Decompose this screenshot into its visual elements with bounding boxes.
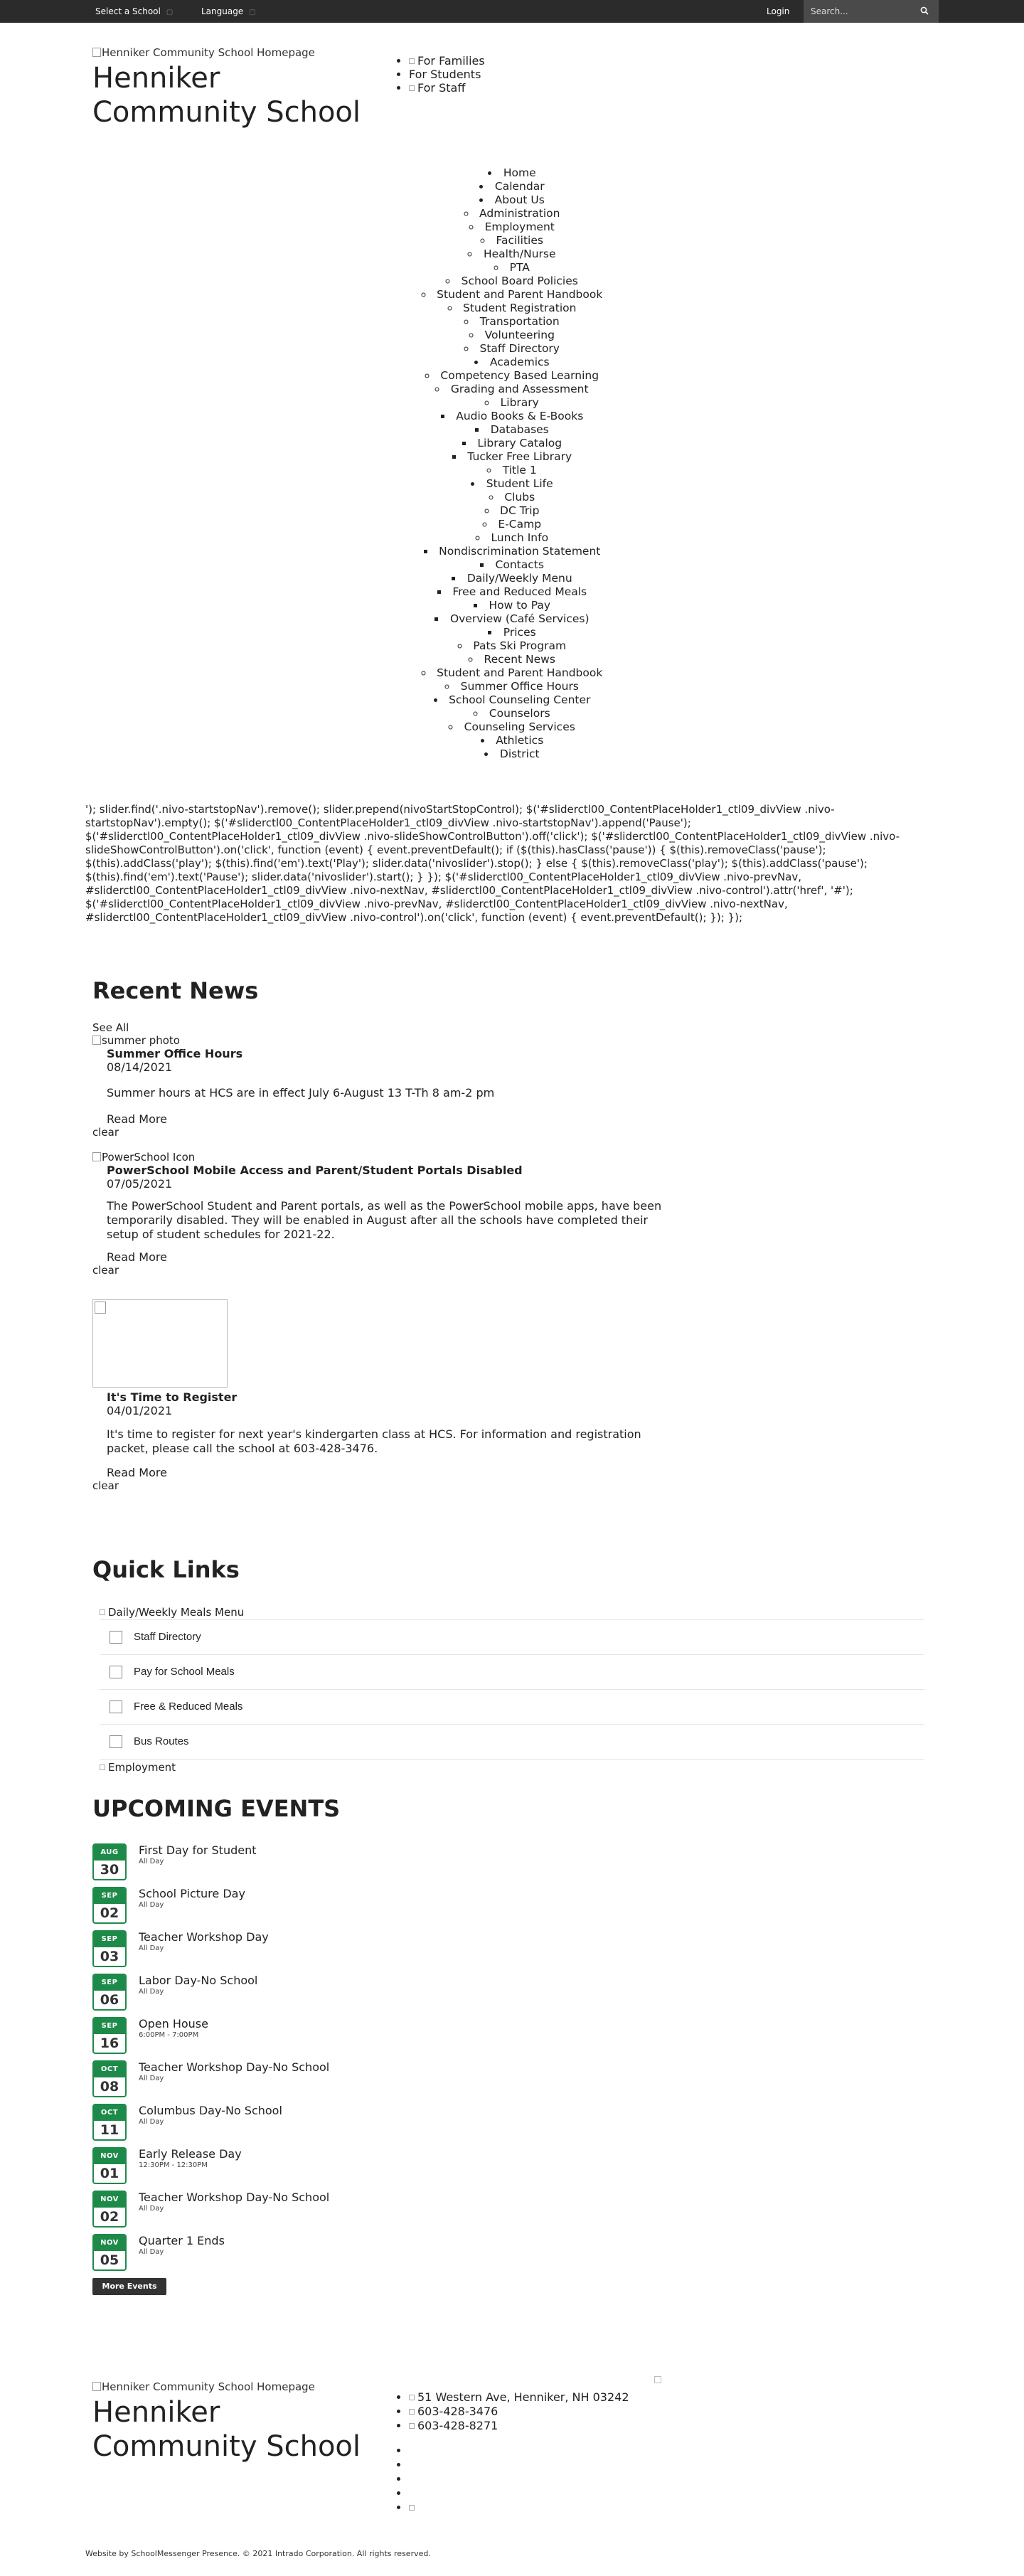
nav-subsubitem[interactable]: ▪ How to Pay — [0, 599, 1024, 612]
footer-link[interactable] — [409, 2501, 417, 2515]
menu-icon — [100, 1609, 105, 1615]
select-school-label: Select a School — [95, 6, 161, 16]
footer-address[interactable]: • 51 Western Ave, Henniker, NH 03242 — [409, 2390, 629, 2405]
logo-alt-text: Henniker Community School Homepage — [102, 2380, 315, 2393]
footer-link[interactable] — [409, 2486, 417, 2501]
event-title[interactable]: Early Release Day — [139, 2147, 242, 2161]
nav-subitem[interactable]: ◦ Grading and Assessment — [0, 383, 1024, 396]
image-alt-text: PowerSchool Icon — [102, 1151, 196, 1164]
copyright-text: Website by SchoolMessenger Presence. © 2021 Intrado Corporation. All rights reserved. — [85, 2549, 431, 2558]
bus-icon — [110, 1735, 122, 1748]
location-icon — [409, 2395, 415, 2400]
audience-item[interactable] — [409, 54, 485, 68]
map-icon[interactable] — [654, 2376, 661, 2383]
nav-item-student-life[interactable]: • Student Life ◦ Clubs ◦ DC Trip ◦ E-Camp ◦ Lunch Info ▪ Nondiscrimination Statement ▪ Contacts ▪ Daily/Weekly Menu ▪ Free and Reduced Meals ▪ How to Pay ▪ Overview (Café Services) ▪ Prices ◦ Pats Ski Program ◦ Recent News ◦ Student and Parent Handbook ◦ Summer Office Hours — [0, 477, 1024, 693]
nav-item-about[interactable]: • About Us ◦ Administration ◦ Employment ◦ Facilities ◦ Health/Nurse ◦ PTA ◦ School Board Policies ◦ Student and Parent Handbook ◦ Student Registration ◦ Transportation ◦ Volunteering ◦ Staff Directory — [0, 193, 1024, 356]
nav-subitem[interactable]: ◦ Employment — [0, 220, 1024, 234]
broken-image-icon — [92, 48, 101, 57]
quick-link[interactable] — [100, 1620, 924, 1655]
nav-subitem[interactable]: ◦ Staff Directory — [0, 342, 1024, 356]
audience-menu — [395, 54, 485, 95]
news-date: 07/05/2021 — [107, 1177, 173, 1191]
footer-fax[interactable]: • 603-428-8271 — [409, 2419, 629, 2433]
nav-subsubitem[interactable]: ▪ Databases — [0, 423, 1024, 437]
event-title[interactable]: First Day for Student — [139, 1843, 257, 1857]
calendar-date-icon: OCT 08 — [92, 2060, 127, 2097]
nav-subitem[interactable]: ◦ Recent News — [0, 653, 1024, 666]
nav-item-athletics[interactable]: • Athletics — [0, 734, 1024, 747]
event-title[interactable]: Teacher Workshop Day-No School — [139, 2060, 330, 2074]
event-time: 6:00PM - 7:00PM — [139, 2031, 199, 2039]
clear-text: clear — [92, 1126, 119, 1139]
quick-link[interactable] — [100, 1606, 924, 1620]
more-events-button[interactable]: More Events — [92, 2278, 166, 2295]
nav-subitem[interactable]: ◦ Facilities — [0, 234, 1024, 248]
audience-label: For Students — [409, 68, 481, 81]
phone-icon — [409, 2409, 415, 2415]
news-image[interactable] — [92, 1299, 228, 1388]
news-date: 08/14/2021 — [107, 1060, 173, 1074]
chevron-down-icon: ▢ — [249, 9, 256, 16]
audience-item[interactable] — [409, 68, 485, 81]
footer-phone[interactable]: • 603-428-3476 — [409, 2405, 629, 2419]
main-navigation — [0, 166, 1024, 761]
language-label: Language — [201, 6, 244, 16]
footer-link[interactable] — [409, 2444, 417, 2458]
calendar-date-icon: SEP 03 — [92, 1930, 127, 1967]
nav-item-calendar[interactable]: • Calendar — [0, 180, 1024, 193]
nav-subitem[interactable]: ◦ Student and Parent Handbook — [0, 666, 1024, 680]
calendar-date-icon: OCT 11 — [92, 2104, 127, 2141]
footer-logo-link[interactable] — [92, 2380, 315, 2393]
calendar-date-icon: NOV 01 — [92, 2147, 127, 2184]
clear-text: clear — [92, 1264, 119, 1277]
news-summary: Summer hours at HCS are in effect July 6-August 13 T-Th 8 am-2 pm — [107, 1086, 495, 1100]
search-icon[interactable] — [920, 6, 929, 15]
nav-subitem[interactable]: ◦ DC Trip — [0, 504, 1024, 518]
nav-item-counseling[interactable]: • School Counseling Center ◦ Counselors ◦ Counseling Services — [0, 693, 1024, 734]
event-time: All Day — [139, 1858, 164, 1866]
staff-icon — [409, 85, 415, 91]
language-dropdown[interactable] — [201, 0, 256, 23]
nav-subsubitem[interactable]: ▪ Prices — [0, 626, 1024, 639]
nav-subsubitem[interactable]: ▪ Overview (Café Services) — [0, 612, 1024, 626]
event-time: All Day — [139, 2248, 164, 2256]
nav-subitem[interactable]: ◦ Student and Parent Handbook — [0, 288, 1024, 302]
nav-item-home[interactable]: • Home — [0, 166, 1024, 180]
nav-subitem[interactable]: ◦ Administration — [0, 207, 1024, 220]
quick-link[interactable] — [100, 1725, 924, 1760]
quick-link-label: Pay for School Meals — [134, 1666, 235, 1678]
upcoming-events-heading: UPCOMING EVENTS — [92, 1795, 341, 1822]
reduced-meals-icon — [110, 1701, 122, 1713]
script-text-dump: '); slider.find('.nivo-startstopNav').remove(); slider.prepend(nivoStartStopControl); $('#sliderctl00_ContentPlaceHolder1_ctl09_divView .nivo-startstopNav').empty(); $('#sliderctl00_ContentPlaceHolder1_ctl09_divView .nivo-startstopNav').append('Pause'); $('#sliderctl00_ContentPlaceHolder1_ctl09_divView .nivo-slideShowControlButton').off('click'); $('#sliderctl00_ContentPlaceHolder1_ctl09_divView .nivo-slideShowControlButton').on('click', function (event) { event.preventDefault(); if ($(this).hasClass('pause')) { $(this).removeClass('pause'); $(this).addClass('play'); $(this).find('em').text('Play'); slider.data('nivoslider').stop(); } else { $(this).removeClass('play'); $(this).addClass('pause'); $(this).find('em').text('Pause'); slider.data('nivoslider').start(); } }); $('#sliderctl00_ContentPlaceHolder1_ctl09_divView .nivo-prevNav, #sliderctl00_ContentPlaceHolder1_ctl09_divView .nivo-nextNav, #sliderctl00_ContentPlaceHolder1_ctl09_divView .nivo-control').attr('href', '#'); $('#sliderctl00_ContentPlaceHolder1_ctl09_divView .nivo-prevNav, #sliderctl00_ContentPlaceHolder1_ctl09_divView .nivo-nextNav, #sliderctl00_ContentPlaceHolder1_ctl09_divView .nivo-control').on('click', function (event) { event.preventDefault(); }); }); — [85, 803, 900, 924]
calendar-date-icon: SEP 16 — [92, 2017, 127, 2054]
event-title[interactable]: Teacher Workshop Day — [139, 1930, 269, 1944]
nav-item-district[interactable]: • District — [0, 747, 1024, 761]
calendar-date-icon: SEP 02 — [92, 1887, 127, 1924]
see-all-link[interactable]: See All — [92, 1021, 129, 1034]
recent-news-heading: Recent News — [92, 977, 259, 1004]
broken-image-icon — [92, 1036, 101, 1045]
event-title[interactable]: School Picture Day — [139, 1887, 245, 1900]
login-link[interactable]: Login — [767, 6, 790, 16]
image-alt-text: summer photo — [102, 1034, 180, 1047]
nav-subitem[interactable]: ◦ Title 1 — [0, 464, 1024, 477]
nav-subitem[interactable]: ◦ Counselors — [0, 707, 1024, 720]
footer-link[interactable] — [409, 2458, 417, 2472]
utility-bar — [0, 0, 1024, 23]
nav-subitem[interactable]: ◦ Pats Ski Program — [0, 639, 1024, 653]
calendar-date-icon: NOV 05 — [92, 2234, 127, 2271]
event-time: All Day — [139, 1988, 164, 1996]
nav-subsubitem[interactable]: ▪ Library Catalog — [0, 437, 1024, 450]
footer-link[interactable] — [409, 2472, 417, 2486]
nav-subitem[interactable]: ◦ Counseling Services — [0, 720, 1024, 734]
calendar-date-icon: NOV 02 — [92, 2191, 127, 2228]
event-title[interactable]: Labor Day-No School — [139, 1974, 258, 1987]
quick-link-label: Bus Routes — [134, 1735, 189, 1747]
search-box — [804, 0, 939, 23]
footer-contact-list — [395, 2390, 629, 2433]
read-more-link[interactable]: Read More — [107, 1250, 167, 1264]
nav-subitem[interactable]: ◦ Summer Office Hours — [0, 680, 1024, 693]
families-icon — [409, 58, 415, 64]
event-title[interactable]: Open House — [139, 2017, 208, 2031]
event-title[interactable]: Quarter 1 Ends — [139, 2234, 225, 2247]
news-summary: It's time to register for next year's kindergarten class at HCS. For information and registration packet, please call the school at 603-428-3476. — [107, 1427, 641, 1455]
nav-subitem-library[interactable]: ◦ Library ▪ Audio Books & E-Books ▪ Databases ▪ Library Catalog ▪ Tucker Free Library — [0, 396, 1024, 464]
nav-item-academics[interactable]: • Academics ◦ Competency Based Learning ◦ Grading and Assessment ◦ Library ▪ Audio Books & E-Books ▪ Databases ▪ Library Catalog ▪ Tucker Free Library ◦ Title 1 — [0, 356, 1024, 477]
calendar-date-icon: SEP 06 — [92, 1974, 127, 2011]
nav-subitem[interactable]: ◦ Competency Based Learning — [0, 369, 1024, 383]
read-more-link[interactable]: Read More — [107, 1112, 167, 1126]
footer-site-title[interactable]: Henniker Community School — [92, 2396, 361, 2463]
nav-subsubitem[interactable]: ▪ Free and Reduced Meals — [0, 585, 1024, 599]
broken-image-icon — [92, 1152, 101, 1161]
pay-meals-icon — [110, 1666, 122, 1678]
news-title[interactable]: PowerSchool Mobile Access and Parent/Student Portals Disabled — [107, 1164, 523, 1177]
quick-links-heading: Quick Links — [92, 1556, 240, 1583]
news-item — [92, 1034, 676, 1139]
audience-label: For Staff — [417, 81, 466, 95]
chevron-down-icon: ▢ — [166, 9, 174, 16]
quick-link-label: Daily/Weekly Meals Menu — [108, 1606, 245, 1619]
search-input[interactable] — [811, 5, 914, 18]
news-title[interactable]: It's Time to Register — [107, 1390, 238, 1404]
nav-subsubitem[interactable]: ▪ Contacts — [0, 558, 1024, 572]
read-more-link[interactable]: Read More — [107, 1466, 167, 1479]
event-title[interactable]: Columbus Day-No School — [139, 2104, 282, 2117]
news-image[interactable] — [92, 1034, 676, 1047]
nav-subitem[interactable]: ◦ School Board Policies — [0, 275, 1024, 288]
staff-directory-icon — [110, 1631, 122, 1644]
event-time: All Day — [139, 1901, 164, 1909]
quick-link[interactable] — [100, 1761, 924, 1774]
nav-subitem[interactable]: ◦ Transportation — [0, 315, 1024, 329]
quick-link-label: Free & Reduced Meals — [134, 1701, 243, 1713]
nav-subitem[interactable]: ◦ Student Registration — [0, 302, 1024, 315]
broken-image-icon — [92, 2382, 101, 2391]
quick-link-label: Staff Directory — [134, 1631, 201, 1643]
news-item — [92, 1151, 676, 1277]
employment-icon — [100, 1765, 105, 1770]
nav-subsubitem[interactable]: ▪ Daily/Weekly Menu — [0, 572, 1024, 585]
event-time: 12:30PM - 12:30PM — [139, 2161, 208, 2169]
nav-subitem[interactable]: ◦ Health/Nurse — [0, 248, 1024, 261]
event-time: All Day — [139, 2118, 164, 2126]
news-date: 04/01/2021 — [107, 1404, 173, 1417]
quick-link[interactable] — [100, 1655, 924, 1690]
news-item — [92, 1299, 676, 1492]
event-time: All Day — [139, 1944, 164, 1952]
nav-subitem[interactable]: ◦ PTA — [0, 261, 1024, 275]
site-title[interactable]: Henniker Community School — [92, 62, 361, 129]
audience-label: For Families — [417, 54, 485, 68]
fax-icon — [409, 2423, 415, 2429]
news-title[interactable]: Summer Office Hours — [107, 1047, 243, 1060]
nav-subsubitem[interactable]: ▪ Tucker Free Library — [0, 450, 1024, 464]
clear-text: clear — [92, 1479, 119, 1492]
logo-alt-text: Henniker Community School Homepage — [102, 46, 315, 59]
event-time: All Day — [139, 2205, 164, 2213]
footer-social-list — [395, 2444, 417, 2515]
quick-link-label: Employment — [108, 1761, 176, 1774]
nav-subsubitem[interactable]: ▪ Nondiscrimination Statement — [0, 545, 1024, 558]
audience-item[interactable] — [409, 81, 485, 95]
event-title[interactable]: Teacher Workshop Day-No School — [139, 2191, 330, 2204]
nav-subitem[interactable]: ◦ Clubs — [0, 491, 1024, 504]
quick-link[interactable] — [100, 1690, 924, 1725]
news-image[interactable] — [92, 1151, 676, 1164]
news-summary: The PowerSchool Student and Parent portals, as well as the PowerSchool mobile apps, have been temporarily disabled. They will be enabled in August after all the schools have completed their setup of student schedules for 2021-22. — [107, 1199, 662, 1241]
nav-subitem[interactable]: ◦ Volunteering — [0, 329, 1024, 342]
select-school-dropdown[interactable] — [95, 0, 173, 23]
nav-subitem[interactable]: ◦ E-Camp — [0, 518, 1024, 531]
nav-subitem-lunch[interactable]: ◦ Lunch Info ▪ Nondiscrimination Statement ▪ Contacts ▪ Daily/Weekly Menu ▪ Free and Reduced Meals ▪ How to Pay ▪ Overview (Café Services) ▪ Prices — [0, 531, 1024, 639]
event-time: All Day — [139, 2075, 164, 2082]
nav-subsubitem[interactable]: ▪ Audio Books & E-Books — [0, 410, 1024, 423]
calendar-date-icon: AUG 30 — [92, 1843, 127, 1880]
logo-link[interactable] — [92, 46, 315, 59]
social-icon — [409, 2505, 415, 2511]
